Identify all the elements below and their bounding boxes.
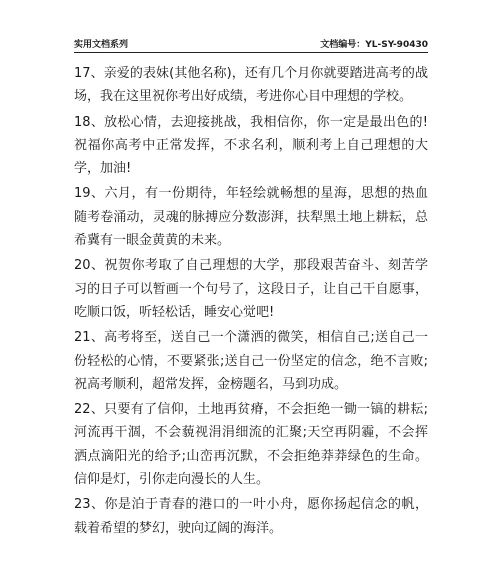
document-body: [74, 62, 428, 542]
paragraph-22: 22、只要有了信仰，土地再贫瘠，不会拒绝一锄一镐的耕耘;河流再干涸，不会藐视涓涓细流的汇聚;天空再阴霾，不会挥洒点滴阳光的给予;山峦再沉默，不会拒绝莽莽绿色的生命。信仰是灯，引你走向漫长的人生。: [74, 402, 428, 488]
page-header: [74, 32, 428, 50]
document-number: 文档编号：YL-SY-90430: [320, 40, 428, 50]
header-rule: [74, 52, 428, 53]
paragraph-23: 23、你是泊于青春的港口的一叶小舟，愿你扬起信念的帆，载着希望的梦幻，驶向辽阔的海洋。: [74, 497, 428, 536]
paragraph-18: 18、放松心情，去迎接挑战，我相信你，你一定是最出色的!祝福你高考中正常发挥，不求名利，顺利考上自己理想的大学，加油!: [74, 114, 428, 177]
paragraph-21: 21、高考将至，送自己一个潇洒的微笑，相信自己;送自己一份轻松的心情，不要紧张;送自己一份坚定的信念，绝不言败;祝高考顺利，超常发挥，金榜题名，马到功成。: [74, 330, 428, 392]
paragraph-17: 17、亲爱的表妹(其他名称)，还有几个月你就要踏进高考的战场，我在这里祝你考出好成绩，考进你心目中理想的学校。: [74, 66, 428, 105]
series-label: 实用文档系列: [74, 40, 129, 50]
paragraph-20: 20、祝贺你考取了自己理想的大学，那段艰苦奋斗、刻苦学习的日子可以暂画一个句号了，这段日子，让自己干自愿事，吃顺口饭，听轻松话，睡安心觉吧!: [74, 258, 428, 320]
paragraph-19: 19、六月，有一份期待，年轻绘就畅想的星海，思想的热血随考卷涌动，灵魂的脉搏应分数澎湃，扶犁黑土地上耕耘，总希冀有一眼金黄黄的未来。: [74, 186, 428, 249]
